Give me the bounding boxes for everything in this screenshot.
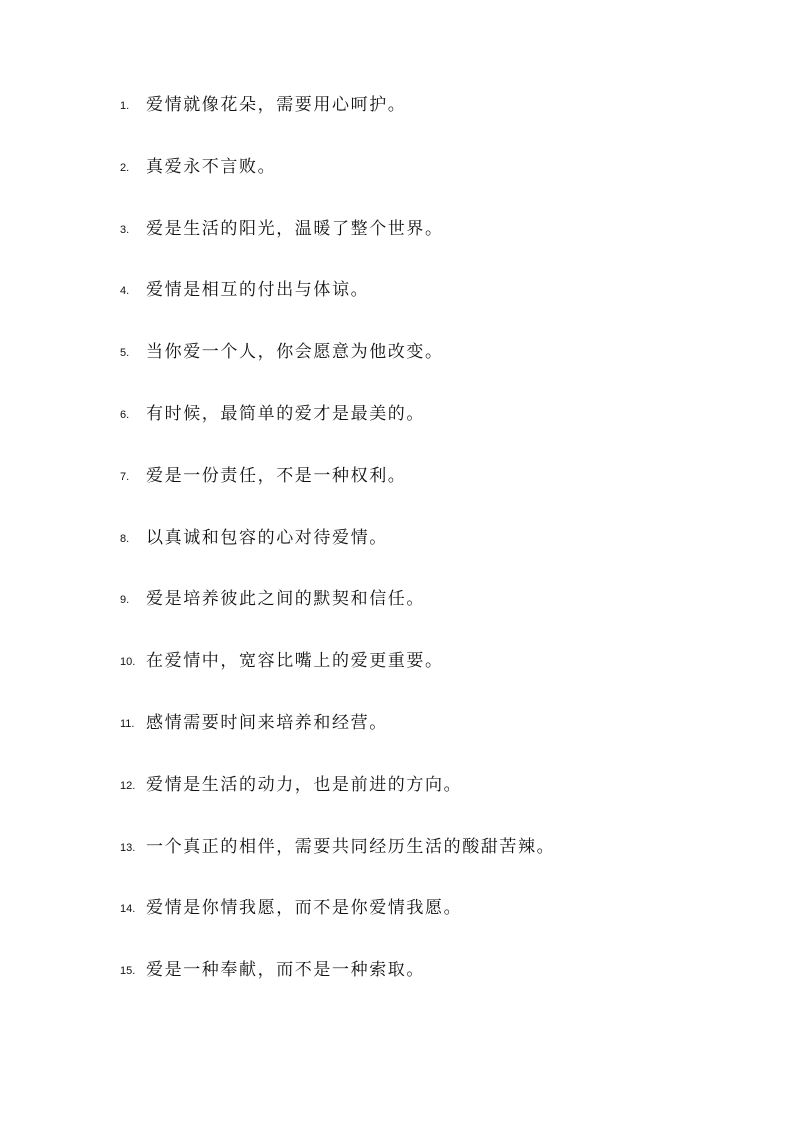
item-text: 有时候，最简单的爱才是最美的。 (146, 403, 425, 424)
item-number: 4. (120, 285, 130, 298)
item-text: 在爱情中，宽容比嘴上的爱更重要。 (146, 651, 444, 672)
item-text: 感情需要时间来培养和经营。 (146, 712, 388, 733)
item-number: 13. (120, 841, 136, 854)
list-item (120, 216, 760, 278)
list-item (120, 586, 760, 648)
item-number: 14. (120, 903, 136, 916)
list-item (120, 895, 760, 957)
list-item (120, 772, 760, 834)
item-text: 爱是一种奉献，而不是一种索取。 (146, 960, 425, 981)
list-item (120, 648, 760, 710)
item-text: 一个真正的相伴，需要共同经历生活的酸甜苦辣。 (146, 836, 556, 857)
item-number: 7. (120, 470, 130, 483)
item-text: 爱是培养彼此之间的默契和信任。 (146, 589, 425, 610)
item-text: 爱是一份责任，不是一种权利。 (146, 465, 407, 486)
list-item (120, 401, 760, 463)
list-item (120, 710, 760, 772)
list-item (120, 339, 760, 401)
item-number: 9. (120, 594, 130, 607)
item-text: 爱情就像花朵，需要用心呵护。 (146, 95, 407, 115)
item-number: 8. (120, 532, 130, 545)
item-number: 2. (120, 161, 130, 174)
item-number: 11. (120, 717, 135, 730)
item-number: 3. (120, 223, 130, 236)
list-item (120, 957, 760, 1019)
list-item (120, 277, 760, 339)
item-text: 爱情是生活的动力，也是前进的方向。 (146, 774, 463, 795)
list-item (120, 92, 760, 154)
item-text: 真爱永不言败。 (146, 156, 277, 177)
list-item (120, 525, 760, 587)
item-number: 1. (120, 100, 130, 112)
item-text: 当你爱一个人，你会愿意为他改变。 (146, 342, 444, 363)
item-number: 6. (120, 408, 130, 421)
item-number: 5. (120, 347, 130, 360)
item-text: 爱情是你情我愿，而不是你爱情我愿。 (146, 898, 463, 919)
numbered-list (120, 92, 760, 1019)
item-text: 爱情是相互的付出与体谅。 (146, 280, 370, 301)
list-item (120, 154, 760, 216)
item-number: 10. (120, 656, 136, 669)
list-item (120, 463, 760, 525)
item-text: 以真诚和包容的心对待爱情。 (146, 527, 388, 548)
list-item (120, 834, 760, 896)
item-text: 爱是生活的阳光，温暖了整个世界。 (146, 218, 444, 239)
item-number: 15. (120, 965, 136, 978)
item-number: 12. (120, 779, 136, 792)
